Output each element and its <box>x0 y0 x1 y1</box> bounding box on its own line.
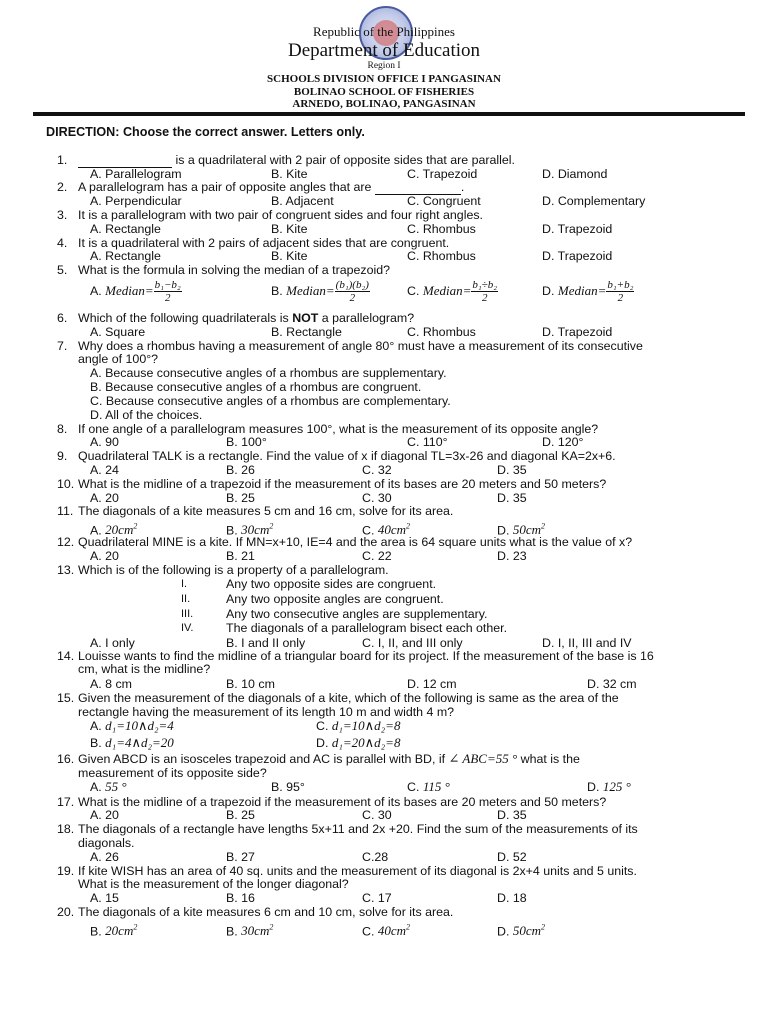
question-5: What is the formula in solving the median of a trapezoid? <box>78 263 390 277</box>
option-a: A. Perpendicular <box>90 194 182 208</box>
option-b: B. 25 <box>226 491 255 505</box>
question-number: 14. <box>57 649 75 663</box>
option-b: B. 16 <box>226 891 255 905</box>
option-a: A. Parallelogram <box>90 167 182 181</box>
option-d: D. Diamond <box>542 167 608 181</box>
option-a: A. Median= $\frac{\text{b₁−b₂}}{2}$ <box>90 279 181 304</box>
option-b: B. Kite <box>271 249 308 263</box>
option-c: C. 30 <box>362 808 392 822</box>
header-divider <box>33 112 745 116</box>
option-a: A. 26 <box>90 850 119 864</box>
question-number: 7. <box>57 339 68 353</box>
option-d: D. All of the choices. <box>90 408 203 422</box>
option-b: B. Kite <box>271 167 308 181</box>
option-d: D. 120° <box>542 435 584 449</box>
option-a: A. d₁=10∧d₂=4 <box>90 718 174 733</box>
question-number: 8. <box>57 422 68 436</box>
option-a: A. Rectangle <box>90 249 161 263</box>
republic-line: Republic of the Philippines <box>313 24 455 39</box>
option-a: B. $20cm^2$ <box>90 923 138 939</box>
question-19-line-2: What is the measurement of the longer diagonal? <box>78 877 349 891</box>
region-line: Region I <box>367 61 401 71</box>
question-18-line-1: The diagonals of a rectangle have lengths 5x+11 and 2x +20. Find the sum of the measurements of its <box>78 822 638 836</box>
option-d: D. 18 <box>497 891 527 905</box>
option-c: C. 22 <box>362 549 392 563</box>
division-line: SCHOOLS DIVISION OFFICE I PANGASINAN <box>267 73 501 85</box>
direction: DIRECTION: Choose the correct answer. Letters only. <box>46 125 365 139</box>
option-b: B. d₁=4∧d₂=20 <box>90 735 174 750</box>
statement-1: Any two opposite sides are congruent. <box>226 577 437 591</box>
question-14-line-1: Louisse wants to find the midline of a triangular board for its project. If the measurement of the base is 16 <box>78 649 654 663</box>
statement-3: Any two consecutive angles are supplementary. <box>226 607 488 621</box>
option-b: B. 27 <box>226 850 255 864</box>
statement-4: The diagonals of a parallelogram bisect each other. <box>226 621 508 635</box>
option-a: A. 55 ° <box>90 779 127 794</box>
option-c: C. I, II, and III only <box>362 636 463 650</box>
option-c: C. 30 <box>362 491 392 505</box>
question-8: If one angle of a parallelogram measures 100°, what is the measurement of its opposite angle? <box>78 422 599 436</box>
option-c: C. d₁=10∧d₂=8 <box>316 718 401 733</box>
roman-numeral: II. <box>181 593 191 605</box>
option-a: A. $20cm^2$ <box>90 522 138 538</box>
option-d: D. 125 ° <box>587 779 631 794</box>
option-d: D. $50cm^2$ <box>497 923 546 939</box>
question-number: 10. <box>57 477 75 491</box>
question-number: 5. <box>57 263 68 277</box>
school-line: BOLINAO SCHOOL OF FISHERIES <box>293 86 475 98</box>
question-number: 3. <box>57 208 68 222</box>
question-9: Quadrilateral TALK is a rectangle. Find the value of x if diagonal TL=3x-26 and diagonal KA=2x+6. <box>78 449 616 463</box>
question-number: 15. <box>57 691 75 705</box>
option-c: C. $40cm^2$ <box>362 923 411 939</box>
question-2: A parallelogram has a pair of opposite angles that are . <box>78 180 465 194</box>
option-c: C. 17 <box>362 891 392 905</box>
option-c: C. $40cm^2$ <box>362 522 411 538</box>
option-b: B. 25 <box>226 808 255 822</box>
option-b: B. 21 <box>226 549 255 563</box>
question-11: The diagonals of a kite measures 5 cm and 16 cm, solve for its area. <box>78 504 454 518</box>
question-7-line-2: angle of 100°? <box>78 352 159 366</box>
option-a: A. Square <box>90 325 146 339</box>
option-a: A. 20 <box>90 808 119 822</box>
question-number: 18. <box>57 822 75 836</box>
option-c: C. Rhombus <box>407 222 476 236</box>
question-number: 16. <box>57 752 75 766</box>
question-12: Quadrilateral MINE is a kite. If MN=x+10, IE=4 and the area is 64 square units what is the value of x? <box>78 535 633 549</box>
option-c: C. Congruent <box>407 194 481 208</box>
option-d: D. 35 <box>497 808 527 822</box>
option-d: D. 35 <box>497 463 527 477</box>
question-number: 1. <box>57 153 68 167</box>
roman-numeral: IV. <box>181 622 194 634</box>
option-a: A. Because consecutive angles of a rhombus are supplementary. <box>90 366 447 380</box>
roman-numeral: III. <box>181 608 194 620</box>
option-d: D. 23 <box>497 549 527 563</box>
question-4: It is a quadrilateral with 2 pairs of adjacent sides that are congruent. <box>78 236 450 250</box>
option-b: B. 100° <box>226 435 267 449</box>
option-c: C. 115 ° <box>407 779 450 794</box>
question-number: 19. <box>57 864 75 878</box>
option-d: D. Trapezoid <box>542 325 613 339</box>
question-number: 12. <box>57 535 75 549</box>
question-number: 2. <box>57 180 68 194</box>
department-title: Department of Education <box>287 40 481 61</box>
question-16-line-1: Given ABCD is an isosceles trapezoid and AC is parallel with BD, if ∠ ABC=55 ° what is the <box>78 751 580 766</box>
option-d: D. Complementary <box>542 194 646 208</box>
option-d: D. Median= $\frac{\text{b₁+b₂}}{2}$ <box>542 279 634 304</box>
option-c: C.28 <box>362 850 389 864</box>
option-b: B. Kite <box>271 222 308 236</box>
option-a: A. 90 <box>90 435 119 449</box>
question-13: Which is of the following is a property of a parallelogram. <box>78 563 389 577</box>
question-number: 13. <box>57 563 75 577</box>
question-15-line-2: rectangle having the measurement of its length 10 m and width 4 m? <box>78 705 455 719</box>
option-a: A. I only <box>90 636 135 650</box>
option-a: A. 24 <box>90 463 119 477</box>
option-b: B. Because consecutive angles of a rhombus are congruent. <box>90 380 422 394</box>
option-d: D. 35 <box>497 491 527 505</box>
option-b: B. $30cm^2$ <box>226 923 274 939</box>
roman-numeral: I. <box>181 578 188 590</box>
question-18-line-2: diagonals. <box>78 836 135 850</box>
option-d: D. 52 <box>497 850 527 864</box>
option-b: B. 10 cm <box>226 677 275 691</box>
option-b: B. $30cm^2$ <box>226 522 274 538</box>
question-20: The diagonals of a kite measures 6 cm and 10 cm, solve for its area. <box>78 905 454 919</box>
option-d: D. $50cm^2$ <box>497 522 546 538</box>
question-6: Which of the following quadrilaterals is NOT a parallelogram? <box>78 311 415 325</box>
option-c: C. Rhombus <box>407 249 476 263</box>
option-d: D. d₁=20∧d₂=8 <box>316 735 401 750</box>
statement-2: Any two opposite angles are congruent. <box>226 592 444 606</box>
question-14-line-2: cm, what is the midline? <box>78 662 211 676</box>
question-19-line-1: If kite WISH has an area of 40 sq. units and the measurement of its diagonal is 2x+4 units and 5 units. <box>78 864 637 878</box>
question-3: It is a parallelogram with two pair of congruent sides and four right angles. <box>78 208 483 222</box>
question-number: 11. <box>57 504 74 518</box>
question-number: 6. <box>57 311 68 325</box>
question-number: 20. <box>57 905 75 919</box>
option-b: B. I and II only <box>226 636 306 650</box>
question-16-line-2: measurement of its opposite side? <box>78 766 267 780</box>
option-d: D. I, II, III and IV <box>542 636 632 650</box>
option-c: C. Because consecutive angles of a rhombus are complementary. <box>90 394 451 408</box>
option-b: B. Adjacent <box>271 194 334 208</box>
option-b: B. Median= $\frac{\text{(b₁)(b₂)}}{2}$ <box>271 279 369 304</box>
option-d: D. 32 cm <box>587 677 637 691</box>
option-c: C. 110° <box>407 435 448 449</box>
question-17: What is the midline of a trapezoid if the measurement of its bases are 20 meters and 50 meters? <box>78 795 607 809</box>
option-c: C. Rhombus <box>407 325 476 339</box>
question-1: is a quadrilateral with 2 pair of opposite sides that are parallel. <box>78 153 515 168</box>
question-number: 4. <box>57 236 68 250</box>
question-number: 9. <box>57 449 68 463</box>
option-a: A. 15 <box>90 891 119 905</box>
address-line: ARNEDO, BOLINAO, PANGASINAN <box>292 98 476 110</box>
option-c: C. Trapezoid <box>407 167 478 181</box>
option-d: D. Trapezoid <box>542 222 613 236</box>
option-d: D. Trapezoid <box>542 249 613 263</box>
option-c: C. 32 <box>362 463 392 477</box>
question-15-line-1: Given the measurement of the diagonals of a kite, which of the following is same as the area of the <box>78 691 619 705</box>
option-a: A. 8 cm <box>90 677 132 691</box>
question-10: What is the midline of a trapezoid if the measurement of its bases are 20 meters and 50 meters? <box>78 477 607 491</box>
option-b: B. 95° <box>271 780 305 794</box>
option-b: B. Rectangle <box>271 325 342 339</box>
option-b: B. 26 <box>226 463 255 477</box>
option-c: D. 12 cm <box>407 677 457 691</box>
option-a: A. 20 <box>90 491 119 505</box>
option-a: A. Rectangle <box>90 222 161 236</box>
option-a: A. 20 <box>90 549 119 563</box>
question-number: 17. <box>57 795 75 809</box>
question-7-line-1: Why does a rhombus having a measurement of angle 80° must have a measurement of its consecutive <box>78 339 643 353</box>
option-c: C. Median= $\frac{\text{b₁÷b₂}}{2}$ <box>407 279 498 304</box>
